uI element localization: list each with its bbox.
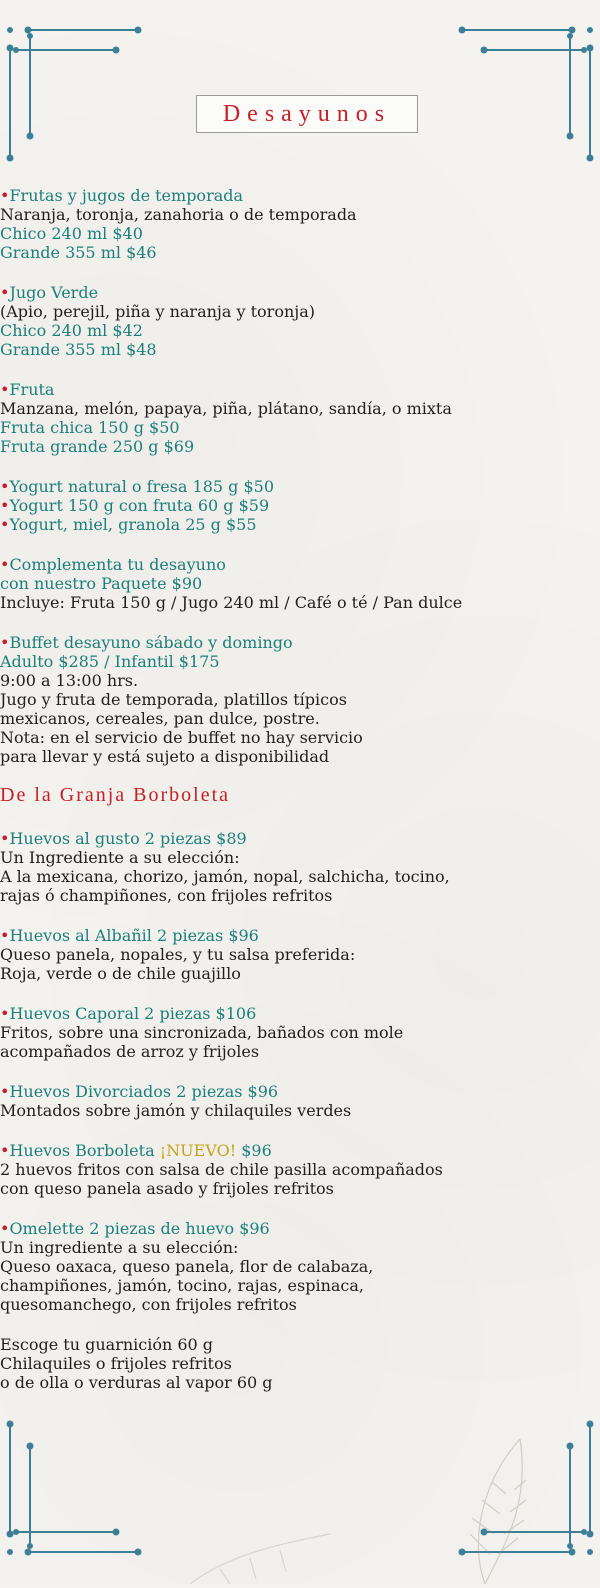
- bullet-icon: •: [0, 186, 10, 205]
- corner-frame-top-right: [456, 24, 596, 164]
- item-name: Huevos al Albañil 2 piezas $96: [9, 926, 259, 945]
- item-name: Huevos al gusto 2 piezas $89: [9, 829, 247, 848]
- item-name: Yogurt natural o fresa 185 g $50: [9, 477, 275, 496]
- item-name: Omelette 2 piezas de huevo $96: [9, 1219, 270, 1238]
- item-name: Buffet desayuno sábado y domingo: [9, 633, 293, 652]
- menu-item-huevos-borboleta: [0, 1141, 600, 1198]
- menu-item-huevos-divorciados: [0, 1082, 600, 1120]
- item-description: Jugo y fruta de temporada, platillos típicos: [0, 690, 347, 709]
- new-badge: ¡NUEVO!: [159, 1141, 237, 1160]
- bullet-icon: •: [0, 1141, 10, 1160]
- menu-item-jugo-verde: [0, 283, 600, 359]
- item-description: Un Ingrediente a su elección:: [0, 848, 240, 867]
- item-description: Incluye: Fruta 150 g / Jugo 240 ml / Café o té / Pan dulce: [0, 593, 463, 612]
- item-description: Queso oaxaca, queso panela, flor de calabaza,: [0, 1257, 374, 1276]
- item-name: Jugo Verde: [9, 283, 99, 302]
- menu-item-huevos-caporal: [0, 1004, 600, 1061]
- menu-item-paquete: [0, 555, 600, 612]
- item-description: Montados sobre jamón y chilaquiles verdes: [0, 1101, 352, 1120]
- menu-item-huevos-albanil: [0, 926, 600, 983]
- menu-item-yogurt: [0, 477, 600, 534]
- bullet-icon: •: [0, 1219, 10, 1238]
- bullet-icon: •: [0, 477, 10, 496]
- item-description: Nota: en el servicio de buffet no hay servicio: [0, 728, 363, 747]
- bullet-icon: •: [0, 633, 10, 652]
- item-name: Yogurt 150 g con fruta 60 g $59: [9, 496, 270, 515]
- item-price: Grande 355 ml $48: [0, 340, 157, 359]
- item-name: Complementa tu desayuno: [9, 555, 226, 574]
- item-description: mexicanos, cereales, pan dulce, postre.: [0, 709, 320, 728]
- item-description: Chilaquiles o frijoles refritos: [0, 1354, 232, 1373]
- corner-frame-top-left: [4, 24, 144, 164]
- bullet-icon: •: [0, 1082, 10, 1101]
- menu-item-omelette: [0, 1219, 600, 1314]
- item-price: Chico 240 ml $42: [0, 321, 143, 340]
- item-price: Adulto $285 / Infantil $175: [0, 652, 220, 671]
- bullet-icon: •: [0, 283, 10, 302]
- corner-frame-bottom-left: [4, 1418, 144, 1558]
- bullet-icon: •: [0, 1004, 10, 1023]
- menu-item-guarnicion: [0, 1335, 600, 1392]
- item-name: Huevos Divorciados 2 piezas $96: [9, 1082, 279, 1101]
- item-description: Queso panela, nopales, y tu salsa preferida:: [0, 945, 356, 964]
- item-description: Un ingrediente a su elección:: [0, 1238, 239, 1257]
- bullet-icon: •: [0, 926, 10, 945]
- item-description: Manzana, melón, papaya, piña, plátano, sandía, o mixta: [0, 399, 452, 418]
- item-description: 9:00 a 13:00 hrs.: [0, 671, 139, 690]
- bullet-icon: •: [0, 515, 10, 534]
- menu-item-frutas-jugos: [0, 186, 600, 262]
- item-description: para llevar y está sujeto a disponibilidad: [0, 747, 330, 766]
- title-box: [196, 95, 418, 133]
- item-description: quesomanchego, con frijoles refritos: [0, 1295, 297, 1314]
- item-description: Fritos, sobre una sincronizada, bañados con mole: [0, 1023, 404, 1042]
- item-description: Escoge tu guarnición 60 g: [0, 1335, 214, 1354]
- item-description: (Apio, perejil, piña y naranja y toronja): [0, 302, 316, 321]
- item-name: Fruta: [9, 380, 55, 399]
- corner-ornament-icon: [4, 1418, 144, 1558]
- item-price: Grande 355 ml $46: [0, 243, 157, 262]
- section-title: De la Granja Borboleta: [0, 784, 231, 806]
- menu-list: [0, 186, 600, 1413]
- menu-item-huevos-gusto: [0, 829, 600, 905]
- item-price: Fruta grande 250 g $69: [0, 437, 195, 456]
- item-description: rajas ó champiñones, con frijoles refritos: [0, 886, 333, 905]
- bullet-icon: •: [0, 380, 10, 399]
- menu-item-buffet: [0, 633, 600, 766]
- leaf-decoration-icon: [410, 1434, 560, 1584]
- item-price: $96: [241, 1141, 272, 1160]
- page-title: Desayunos: [222, 100, 392, 127]
- item-description: Naranja, toronja, zanahoria o de temporada: [0, 205, 357, 224]
- item-description: champiñones, jamón, tocino, rajas, espinaca,: [0, 1276, 364, 1295]
- item-description: Roja, verde o de chile guajillo: [0, 964, 241, 983]
- item-description: acompañados de arroz y frijoles: [0, 1042, 260, 1061]
- leaf-decoration-icon: [190, 1524, 330, 1584]
- item-description: A la mexicana, chorizo, jamón, nopal, salchicha, tocino,: [0, 867, 450, 886]
- item-description: con queso panela asado y frijoles refritos: [0, 1179, 334, 1198]
- bullet-icon: •: [0, 555, 10, 574]
- item-description: o de olla o verduras al vapor 60 g: [0, 1373, 273, 1392]
- item-name: Frutas y jugos de temporada: [9, 186, 244, 205]
- bullet-icon: •: [0, 496, 10, 515]
- bullet-icon: •: [0, 829, 10, 848]
- menu-item-fruta: [0, 380, 600, 456]
- corner-ornament-icon: [456, 24, 596, 164]
- item-price: Chico 240 ml $40: [0, 224, 143, 243]
- item-name: Huevos Caporal 2 piezas $106: [9, 1004, 257, 1023]
- item-name: Huevos Borboleta: [9, 1141, 155, 1160]
- item-name: Yogurt, miel, granola 25 g $55: [9, 515, 257, 534]
- corner-ornament-icon: [4, 24, 144, 164]
- item-name: con nuestro Paquete $90: [0, 574, 203, 593]
- item-description: 2 huevos fritos con salsa de chile pasilla acompañados: [0, 1160, 443, 1179]
- item-price: Fruta chica 150 g $50: [0, 418, 180, 437]
